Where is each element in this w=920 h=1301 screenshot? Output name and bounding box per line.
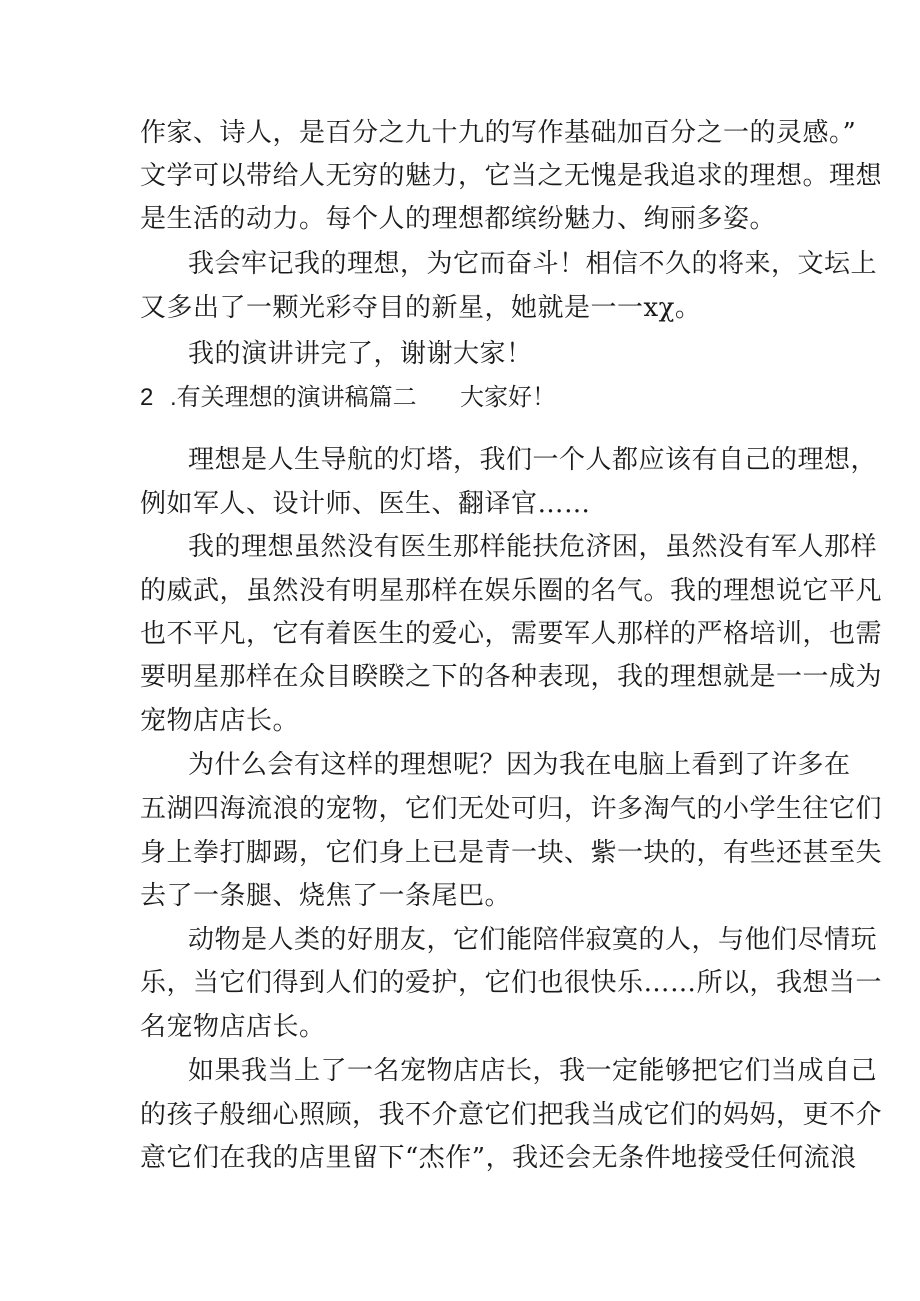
text-line: 作家、诗人，是百分之九十九的写作基础加百分之一的灵感。” xyxy=(140,118,857,148)
text-line: 宠物店店长。 xyxy=(140,706,300,736)
text-line: 的威武，虽然没有明星那样在娱乐圈的名气。我的理想说它平凡 xyxy=(140,576,883,606)
text-line: 五湖四海流浪的宠物，它们无处可归，许多淘气的小学生往它们 xyxy=(140,794,883,824)
section-heading xyxy=(140,382,556,414)
text-line: 例如军人、设计师、医生、翻译官…… xyxy=(140,489,591,519)
text-line: 是生活的动力。每个人的理想都缤纷魅力、绚丽多姿。 xyxy=(140,204,777,234)
text-line: 要明星那样在众目睽睽之下的各种表现，我的理想就是一一成为 xyxy=(140,662,883,692)
text-line: 乐，当它们得到人们的爱护，它们也很快乐……所以，我想当一 xyxy=(140,968,883,998)
text-line: 动物是人类的好朋友，它们能陪伴寂寞的人，与他们尽情玩 xyxy=(188,925,878,955)
text-line: 意它们在我的店里留下“杰作”，我还会无条件地接受任何流浪 xyxy=(140,1143,857,1173)
text-line: 为什么会有这样的理想呢？因为我在电脑上看到了许多在 xyxy=(188,750,851,780)
text-line: 如果我当上了一名宠物店店长，我一定能够把它们当成自己 xyxy=(188,1056,878,1086)
text-line: 名宠物店店长。 xyxy=(140,1012,326,1042)
text-line: 我会牢记我的理想，为它而奋斗！相信不久的将来，文坛上 xyxy=(188,249,878,279)
greeting-text: 大家好！ xyxy=(460,384,556,411)
text-line: 又多出了一颗光彩夺目的新星，她就是一一xχ。 xyxy=(140,293,702,323)
text-line: 理想是人生导航的灯塔，我们一个人都应该有自己的理想， xyxy=(188,445,878,475)
text-line: 的孩子般细心照顾，我不介意它们把我当成它们的妈妈，更不介 xyxy=(140,1100,883,1130)
text-line: 文学可以带给人无穷的魅力，它当之无愧是我追求的理想。理想 xyxy=(140,161,883,191)
text-line: 也不平凡，它有着医生的爱心，需要军人那样的严格培训，也需 xyxy=(140,619,883,649)
text-line: 我的演讲讲完了，谢谢大家！ xyxy=(188,339,533,369)
text-line: 我的理想虽然没有医生那样能扶危济困，虽然没有军人那样 xyxy=(188,532,878,562)
text-line: 去了一条腿、烧焦了一条尾巴。 xyxy=(140,881,512,911)
section-title: .有关理想的演讲稿篇二 xyxy=(170,384,417,411)
section-number: 2 xyxy=(140,384,154,411)
text-line: 身上拳打脚踢，它们身上已是青一块、紫一块的，有些还甚至失 xyxy=(140,838,883,868)
